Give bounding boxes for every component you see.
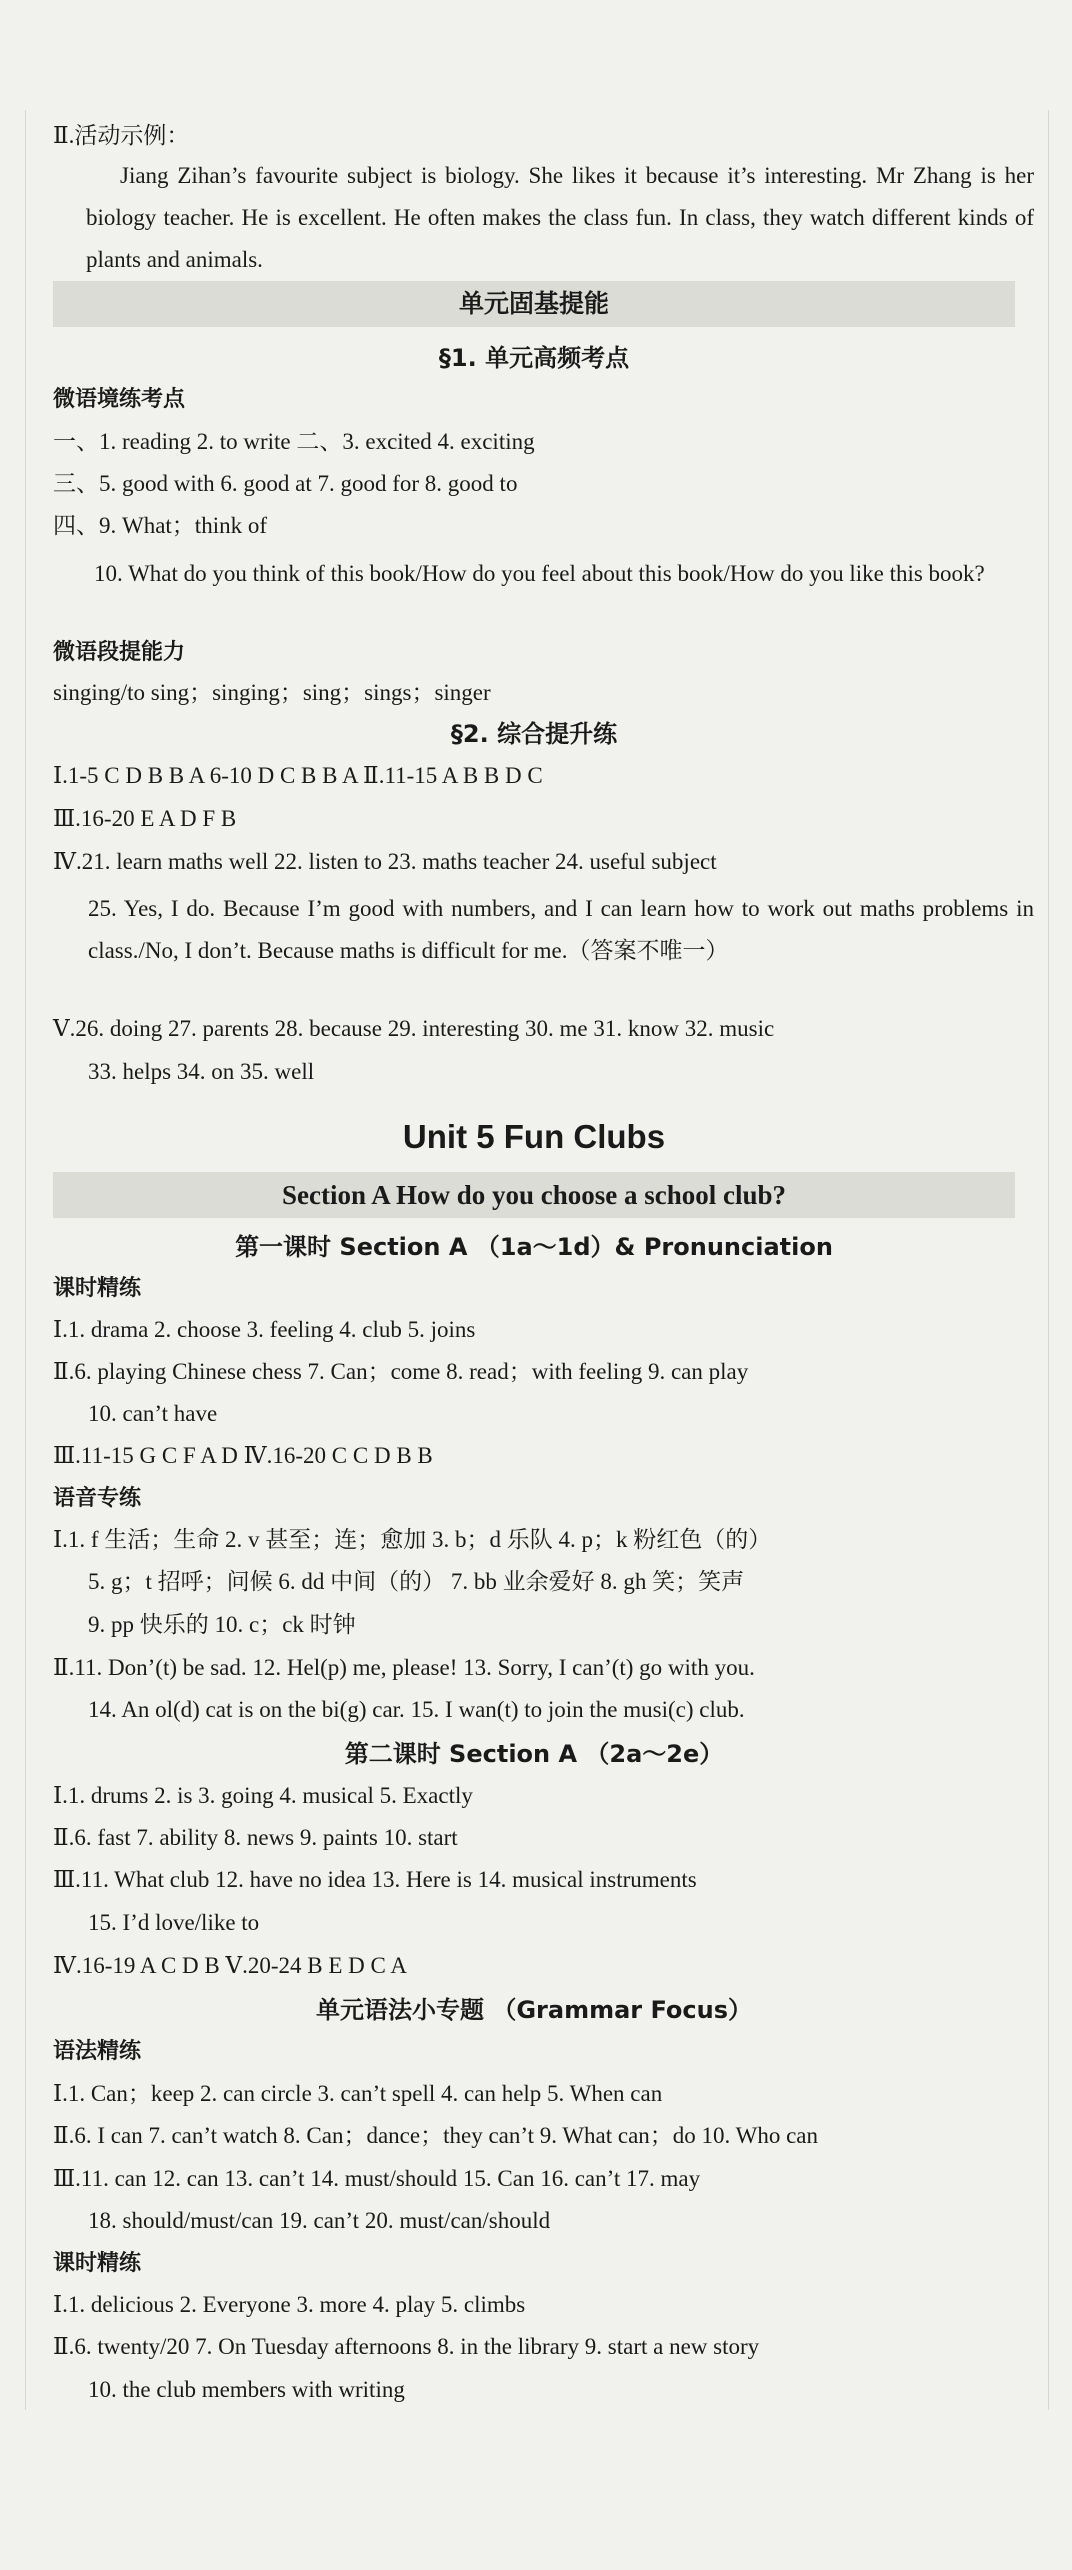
subhead-phonics: 语音专练	[53, 1486, 142, 1511]
answer-line: Ⅰ.1. drama 2. choose 3. feeling 4. club 5. joins	[53, 1317, 476, 1342]
subhead-practice-2: 课时精练	[53, 2251, 142, 2276]
activity-label: Ⅱ.活动示例：	[53, 123, 190, 148]
subhead-grammar-practice: 语法精练	[53, 2039, 142, 2064]
answer-line: Ⅲ.11. can 12. can 13. can’t 14. must/should 15. Can 16. can’t 17. may	[53, 2166, 701, 2191]
subhead-practice: 课时精练	[53, 1276, 142, 1301]
answer-line: Ⅱ.6. twenty/20 7. On Tuesday afternoons 8. in the library 9. start a new story	[53, 2334, 760, 2359]
activity-text: Jiang Zihan’s favourite subject is biology. She likes it because it’s interesting. Mr Zhang is her biology teacher. He is excellent. He often makes the class fun. In class, they watch different kinds of plants and animals.	[86, 163, 1034, 272]
answer-line: 9. pp 快乐的 10. c；ck 时钟	[88, 1612, 356, 1637]
unit-title: Unit 5 Fun Clubs	[402, 1118, 666, 1155]
answer-line: 10. can’t have	[88, 1401, 218, 1426]
answer-line: Ⅱ.11. Don’(t) be sad. 12. Hel(p) me, please! 13. Sorry, I can’(t) go with you.	[53, 1655, 755, 1680]
answer-line: Ⅰ.1. drums 2. is 3. going 4. musical 5. Exactly	[53, 1783, 473, 1808]
answer-line: Ⅰ.1. delicious 2. Everyone 3. more 4. play 5. climbs	[53, 2292, 526, 2317]
answer-line: 一、1. reading 2. to write 二、3. excited 4. exciting	[53, 429, 535, 454]
section-band-review: 单元固基提能	[53, 281, 1015, 327]
answer-line: 15. I’d love/like to	[88, 1910, 260, 1935]
answer-line: 25. Yes, I do. Because I’m good with numbers, and I can learn how to work out maths problems in class./No, I don’t. Because maths is difficult for me.（答案不唯一）	[88, 896, 1034, 963]
answer-line: Ⅱ.6. playing Chinese chess 7. Can；come 8. read；with feeling 9. can play	[53, 1359, 749, 1384]
answer-line: 10. the club members with writing	[88, 2377, 405, 2402]
section-band-a: Section A How do you choose a school club?	[53, 1172, 1015, 1218]
answer-line: Ⅰ.1-5 C D B B A 6-10 D C B B A Ⅱ.11-15 A B B D C	[53, 763, 543, 788]
answer-line: 14. An ol(d) cat is on the bi(g) car. 15. I wan(t) to join the musi(c) club.	[88, 1697, 745, 1722]
answer-line: Ⅰ.1. f 生活；生命 2. v 甚至；连；愈加 3. b；d 乐队 4. p；k 粉红色（的）	[53, 1527, 772, 1552]
answer-line: Ⅲ.16-20 E A D F B	[53, 806, 237, 831]
answer-line: 10. What do you think of this book/How do you feel about this book/How do you like this book?	[94, 561, 985, 586]
answer-line: 18. should/must/can 19. can’t 20. must/can/should	[88, 2208, 551, 2233]
heading-s1: §1. 单元高频考点	[438, 344, 630, 372]
heading-s2: §2. 综合提升练	[450, 720, 618, 748]
answer-line: 33. helps 34. on 35. well	[88, 1059, 315, 1084]
subhead-micro-paragraph: 微语段提能力	[53, 640, 186, 665]
answer-line: singing/to sing；singing；sing；sings；singer	[53, 680, 491, 705]
lesson-title-1: 第一课时 Section A （1a～1d）& Pronunciation	[235, 1233, 833, 1261]
answer-line: 5. g；t 招呼；问候 6. dd 中间（的） 7. bb 业余爱好 8. gh 笑；笑声	[88, 1569, 745, 1594]
answer-line: Ⅳ.16-19 A C D B Ⅴ.20-24 B E D C A	[53, 1953, 407, 1978]
subhead-micro-context: 微语境练考点	[53, 387, 186, 412]
answer-line: Ⅱ.6. I can 7. can’t watch 8. Can；dance；they can’t 9. What can；do 10. Who can	[53, 2123, 819, 2148]
grammar-title: 单元语法小专题 （Grammar Focus）	[316, 1996, 752, 2024]
answer-line: Ⅲ.11. What club 12. have no idea 13. Here is 14. musical instruments	[53, 1867, 697, 1892]
left-margin-line	[25, 110, 26, 2410]
lesson-title-2: 第二课时 Section A （2a～2e）	[344, 1740, 724, 1768]
answer-line: Ⅱ.6. fast 7. ability 8. news 9. paints 10. start	[53, 1825, 458, 1850]
answer-line: 四、9. What；think of	[53, 513, 267, 538]
answer-line: Ⅴ.26. doing 27. parents 28. because 29. interesting 30. me 31. know 32. music	[53, 1016, 775, 1041]
answer-line: 三、5. good with 6. good at 7. good for 8. good to	[53, 471, 518, 496]
right-margin-line	[1048, 110, 1049, 2410]
answer-line: Ⅳ.21. learn maths well 22. listen to 23. maths teacher 24. useful subject	[53, 849, 717, 874]
answer-line: Ⅰ.1. Can；keep 2. can circle 3. can’t spell 4. can help 5. When can	[53, 2081, 663, 2106]
answer-line: Ⅲ.11-15 G C F A D Ⅳ.16-20 C C D B B	[53, 1443, 433, 1468]
